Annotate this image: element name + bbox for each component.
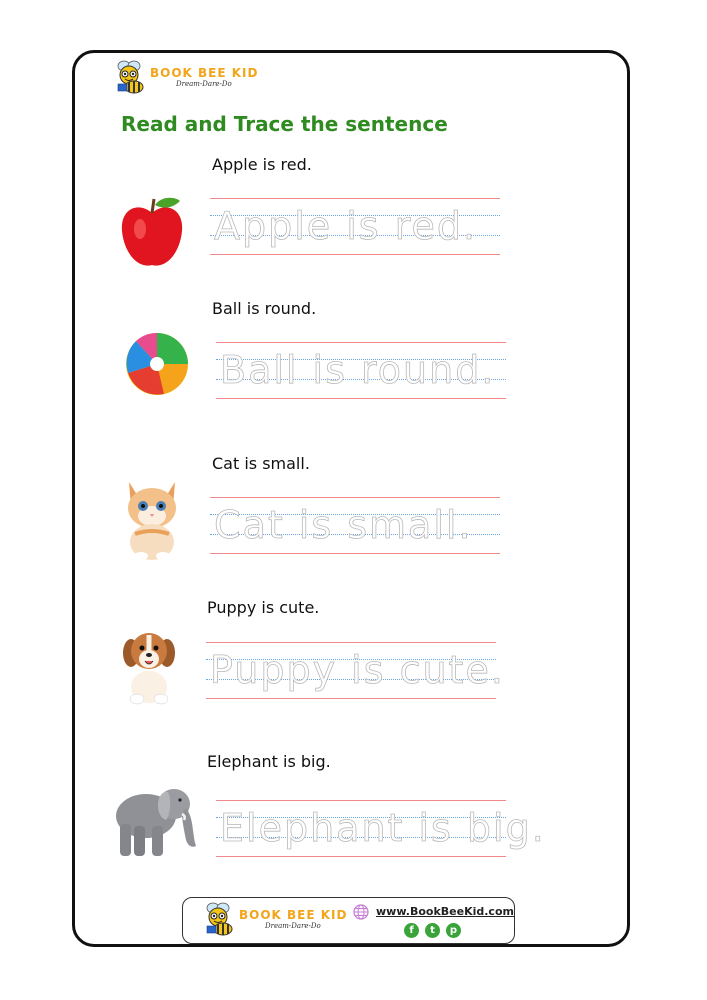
twitter-icon[interactable]: t [425,923,440,938]
trace-lines [210,497,500,555]
footer-banner [182,897,515,944]
elephant-icon [112,780,200,860]
pinterest-icon[interactable]: p [446,923,461,938]
bee-icon [112,60,148,94]
globe-icon [353,904,369,920]
beach-ball-icon [124,331,190,397]
trace-lines [210,198,500,256]
sentence-label: Cat is small. [212,454,310,473]
footer-brand-name: BOOK BEE KID [239,908,348,922]
footer-brand-tagline: Dream-Dare-Do [265,922,321,930]
trace-sentence[interactable]: Ball is round. [220,348,496,392]
trace-sentence[interactable]: Apple is red. [214,204,478,248]
footer-logo [201,902,347,936]
sentence-label: Apple is red. [212,155,312,174]
facebook-icon[interactable]: f [404,923,419,938]
bee-icon [201,902,237,936]
sentence-label: Ball is round. [212,299,317,318]
trace-lines [216,342,506,400]
trace-lines [216,800,546,858]
website-link[interactable]: www.BookBeeKid.com [376,905,514,918]
trace-sentence[interactable]: Elephant is big. [220,806,546,850]
trace-lines [206,642,505,700]
kitten-icon [121,472,183,560]
sentence-label: Elephant is big. [207,752,331,771]
apple-icon [118,195,186,269]
brand-name: BOOK BEE KID [150,66,259,80]
brand-tagline: Dream-Dare-Do [176,80,232,88]
sentence-label: Puppy is cute. [207,598,320,617]
trace-sentence[interactable]: Cat is small. [214,503,473,547]
puppy-icon [121,627,177,705]
trace-sentence[interactable]: Puppy is cute. [210,648,505,692]
worksheet-title: Read and Trace the sentence [121,112,448,136]
header-logo [112,60,258,94]
